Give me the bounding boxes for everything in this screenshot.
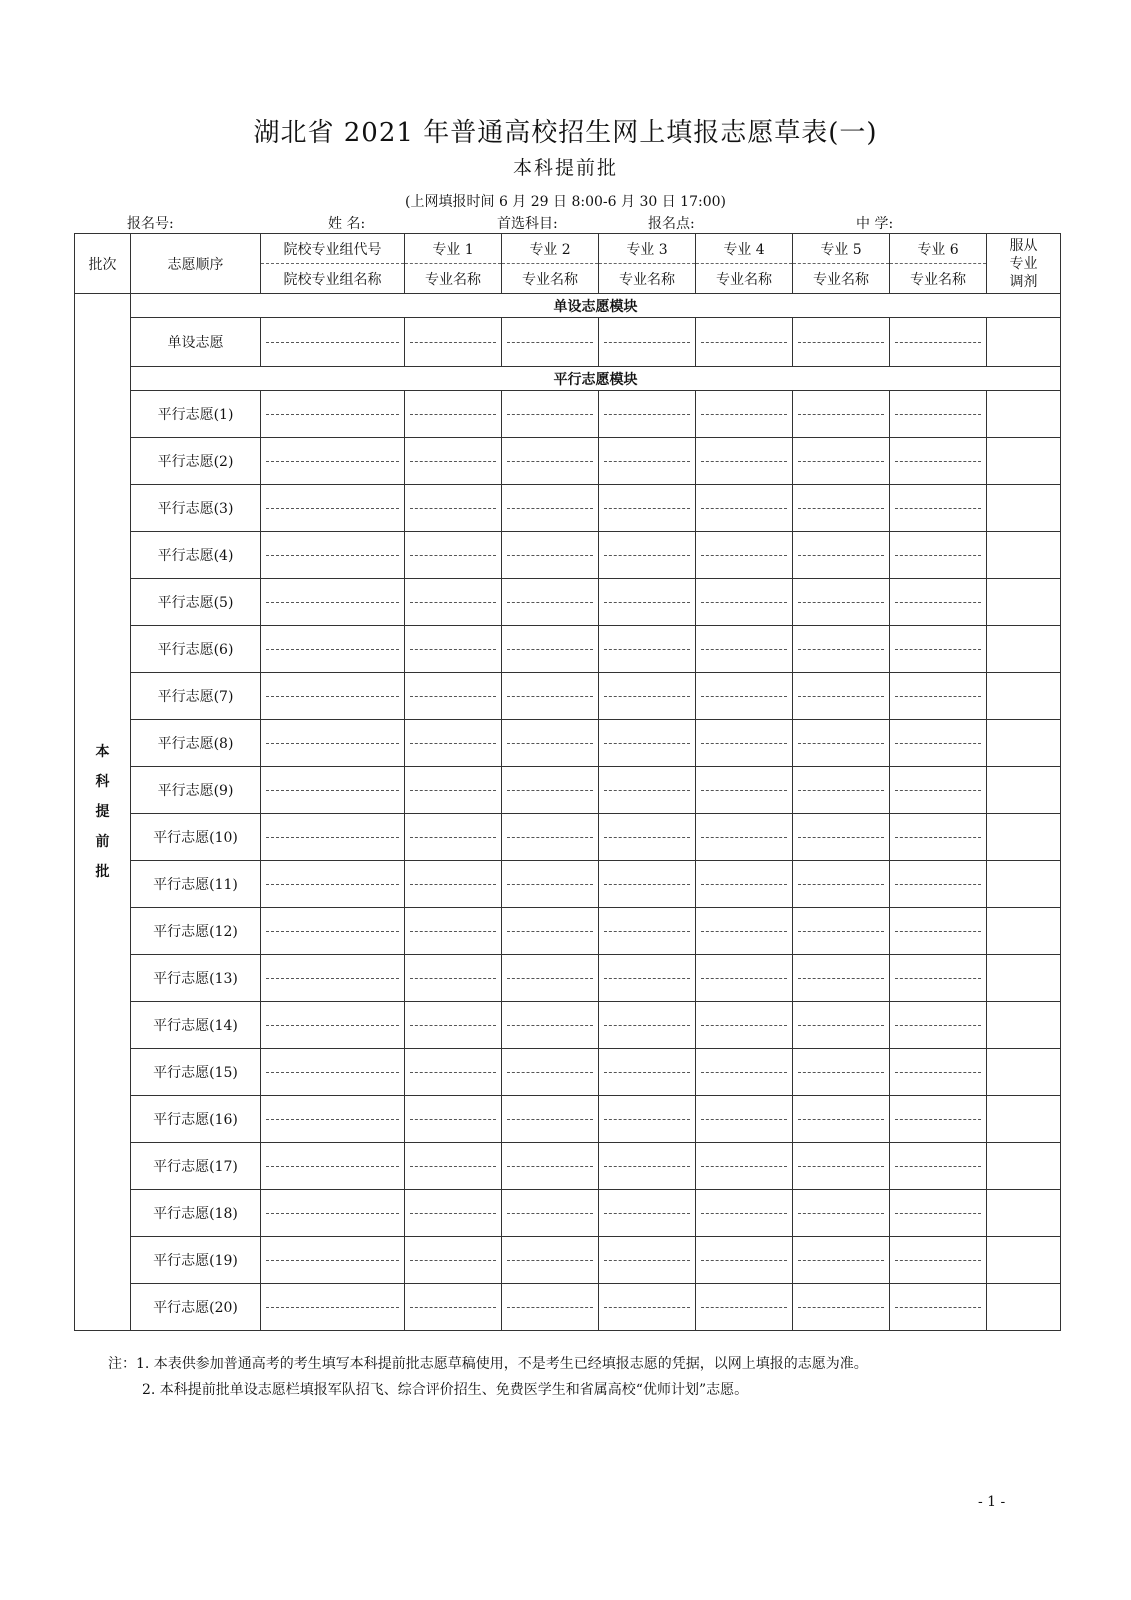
group-cell[interactable] [261, 318, 405, 367]
major-cell[interactable] [696, 767, 793, 814]
parallel-wish-label: 平行志愿(20) [131, 1284, 261, 1331]
parallel-wish-label: 平行志愿(10) [131, 814, 261, 861]
major-cell[interactable] [696, 438, 793, 485]
major-cell[interactable] [502, 861, 599, 908]
comply-cell[interactable] [987, 485, 1061, 532]
parallel-wish-label: 平行志愿(3) [131, 485, 261, 532]
major-cell[interactable] [696, 532, 793, 579]
major-cell[interactable] [502, 485, 599, 532]
comply-cell[interactable] [987, 1096, 1061, 1143]
parallel-wish-row [75, 1190, 1061, 1237]
comply-cell[interactable] [987, 1237, 1061, 1284]
major-cell[interactable] [502, 767, 599, 814]
major-cell[interactable] [696, 908, 793, 955]
major-cell[interactable] [405, 908, 502, 955]
parallel-wish-row [75, 485, 1061, 532]
group-cell[interactable] [261, 579, 405, 626]
parallel-wish-label: 平行志愿(17) [131, 1143, 261, 1190]
major-cell[interactable] [696, 861, 793, 908]
comply-cell[interactable] [987, 1049, 1061, 1096]
parallel-wish-label: 平行志愿(12) [131, 908, 261, 955]
major-cell[interactable] [890, 673, 987, 720]
major-cell[interactable] [890, 814, 987, 861]
parallel-wish-label: 平行志愿(6) [131, 626, 261, 673]
comply-cell[interactable] [987, 767, 1061, 814]
group-cell[interactable] [261, 1284, 405, 1331]
filing-period: (上网填报时间 6 月 29 日 8:00-6 月 30 日 17:00) [405, 194, 726, 210]
major-cell[interactable] [696, 391, 793, 438]
major-cell[interactable] [599, 1002, 696, 1049]
major-cell[interactable] [502, 955, 599, 1002]
major-cell[interactable] [890, 1284, 987, 1331]
comply-cell[interactable] [987, 861, 1061, 908]
major-cell[interactable] [696, 485, 793, 532]
major-cell[interactable] [502, 1049, 599, 1096]
batch-char-2: 科 [95, 774, 110, 790]
comply-cell[interactable] [987, 579, 1061, 626]
major-cell[interactable] [405, 861, 502, 908]
major-cell[interactable] [599, 485, 696, 532]
major-cell[interactable] [405, 1096, 502, 1143]
major-3-name-header: 专业名称 [599, 264, 696, 294]
major-cell[interactable] [890, 955, 987, 1002]
group-name-header: 院校专业组名称 [261, 264, 405, 294]
major-2-name-header: 专业名称 [502, 264, 599, 294]
major-cell[interactable] [405, 955, 502, 1002]
major-1-header: 专业 1 [405, 234, 502, 264]
major-cell[interactable] [599, 318, 696, 367]
major-cell[interactable] [696, 626, 793, 673]
batch-subtitle: 本科提前批 [512, 157, 618, 179]
major-4-header: 专业 4 [696, 234, 793, 264]
parallel-wish-row [75, 767, 1061, 814]
major-cell[interactable] [405, 391, 502, 438]
major-cell[interactable] [890, 1049, 987, 1096]
major-cell[interactable] [890, 1190, 987, 1237]
major-cell[interactable] [502, 1143, 599, 1190]
major-cell[interactable] [890, 861, 987, 908]
major-cell[interactable] [599, 438, 696, 485]
major-cell[interactable] [502, 318, 599, 367]
major-cell[interactable] [793, 1049, 890, 1096]
group-cell[interactable] [261, 391, 405, 438]
major-cell[interactable] [405, 1284, 502, 1331]
major-cell[interactable] [890, 1143, 987, 1190]
comply-line-2: 专业 [1009, 255, 1038, 272]
major-cell[interactable] [890, 532, 987, 579]
group-cell[interactable] [261, 814, 405, 861]
major-cell[interactable] [405, 1002, 502, 1049]
major-cell[interactable] [502, 673, 599, 720]
comply-cell[interactable] [987, 318, 1061, 367]
major-cell[interactable] [696, 1237, 793, 1284]
group-cell[interactable] [261, 861, 405, 908]
major-cell[interactable] [405, 579, 502, 626]
comply-cell[interactable] [987, 626, 1061, 673]
major-cell[interactable] [405, 318, 502, 367]
major-cell[interactable] [696, 814, 793, 861]
page-number: - 1 - [978, 1494, 1006, 1510]
group-cell[interactable] [261, 485, 405, 532]
parallel-wish-row [75, 1237, 1061, 1284]
major-cell[interactable] [793, 1284, 890, 1331]
major-cell[interactable] [890, 908, 987, 955]
major-cell[interactable] [890, 485, 987, 532]
major-cell[interactable] [502, 1096, 599, 1143]
major-cell[interactable] [890, 1096, 987, 1143]
reg-no-label: 报名号: [127, 216, 174, 232]
parallel-wish-row [75, 1143, 1061, 1190]
major-cell[interactable] [405, 626, 502, 673]
major-cell[interactable] [793, 1190, 890, 1237]
major-cell[interactable] [793, 673, 890, 720]
group-cell[interactable] [261, 1143, 405, 1190]
parallel-wish-label: 平行志愿(14) [131, 1002, 261, 1049]
parallel-module-header: 平行志愿模块 [131, 367, 1061, 391]
major-cell[interactable] [793, 626, 890, 673]
major-cell[interactable] [405, 1237, 502, 1284]
major-cell[interactable] [696, 579, 793, 626]
group-cell[interactable] [261, 1049, 405, 1096]
major-cell[interactable] [599, 720, 696, 767]
major-cell[interactable] [599, 579, 696, 626]
comply-cell[interactable] [987, 1284, 1061, 1331]
major-cell[interactable] [890, 1237, 987, 1284]
parallel-wish-row [75, 1096, 1061, 1143]
major-cell[interactable] [405, 720, 502, 767]
parallel-wish-label: 平行志愿(11) [131, 861, 261, 908]
major-cell[interactable] [793, 720, 890, 767]
comply-adjust-header [987, 234, 1061, 294]
major-cell[interactable] [890, 579, 987, 626]
major-cell[interactable] [793, 532, 890, 579]
major-cell[interactable] [405, 1190, 502, 1237]
major-cell[interactable] [405, 673, 502, 720]
comply-cell[interactable] [987, 1143, 1061, 1190]
major-cell[interactable] [502, 720, 599, 767]
major-cell[interactable] [502, 626, 599, 673]
major-cell[interactable] [890, 626, 987, 673]
batch-label-cell [75, 294, 131, 1331]
major-cell[interactable] [793, 861, 890, 908]
major-cell[interactable] [793, 438, 890, 485]
parallel-wish-row [75, 955, 1061, 1002]
parallel-wish-label: 平行志愿(1) [131, 391, 261, 438]
major-cell[interactable] [793, 1096, 890, 1143]
major-cell[interactable] [405, 532, 502, 579]
name-label: 姓 名: [328, 216, 366, 232]
comply-cell[interactable] [987, 955, 1061, 1002]
single-module-header: 单设志愿模块 [131, 294, 1061, 318]
major-cell[interactable] [890, 720, 987, 767]
batch-char-5: 批 [95, 864, 110, 880]
parallel-wish-label: 平行志愿(4) [131, 532, 261, 579]
comply-cell[interactable] [987, 1190, 1061, 1237]
batch-char-3: 提 [95, 804, 110, 820]
major-cell[interactable] [502, 814, 599, 861]
major-cell[interactable] [599, 1096, 696, 1143]
major-cell[interactable] [599, 767, 696, 814]
major-cell[interactable] [793, 318, 890, 367]
major-cell[interactable] [696, 318, 793, 367]
major-cell[interactable] [502, 908, 599, 955]
parallel-wish-row [75, 861, 1061, 908]
group-cell[interactable] [261, 438, 405, 485]
major-cell[interactable] [599, 1237, 696, 1284]
parallel-wish-label: 平行志愿(5) [131, 579, 261, 626]
note-2: 2. 本科提前批单设志愿栏填报军队招飞、综合评价招生、免费医学生和省属高校“优师计划”志愿。 [142, 1382, 749, 1398]
major-cell[interactable] [405, 814, 502, 861]
parallel-wish-row [75, 391, 1061, 438]
parallel-wish-label: 平行志愿(16) [131, 1096, 261, 1143]
parallel-wish-row [75, 626, 1061, 673]
subject-label: 首选科目: [497, 216, 558, 232]
notes [108, 1351, 868, 1403]
parallel-wish-label: 平行志愿(13) [131, 955, 261, 1002]
major-cell[interactable] [405, 438, 502, 485]
group-cell[interactable] [261, 1002, 405, 1049]
major-cell[interactable] [793, 767, 890, 814]
parallel-wish-row [75, 532, 1061, 579]
major-cell[interactable] [599, 673, 696, 720]
parallel-wish-label: 平行志愿(7) [131, 673, 261, 720]
major-cell[interactable] [599, 955, 696, 1002]
major-cell[interactable] [696, 955, 793, 1002]
major-cell[interactable] [405, 1049, 502, 1096]
major-cell[interactable] [599, 861, 696, 908]
note-1: 注：1. 本表供参加普通高考的考生填写本科提前批志愿草稿使用，不是考生已经填报志愿的凭据，以网上填报的志愿为准。 [108, 1356, 868, 1372]
batch-header: 批次 [75, 234, 131, 294]
major-cell[interactable] [502, 1237, 599, 1284]
major-cell[interactable] [405, 1143, 502, 1190]
applicant-info-row [0, 213, 1131, 233]
group-code-header: 院校专业组代号 [261, 234, 405, 264]
major-cell[interactable] [890, 1002, 987, 1049]
comply-line-1: 服从 [1009, 237, 1038, 254]
major-5-name-header: 专业名称 [793, 264, 890, 294]
major-cell[interactable] [793, 1143, 890, 1190]
group-cell[interactable] [261, 626, 405, 673]
comply-cell[interactable] [987, 720, 1061, 767]
comply-cell[interactable] [987, 438, 1061, 485]
form-title: 湖北省 2021 年普通高校招生网上填报志愿草表(一) [253, 118, 878, 148]
group-cell[interactable] [261, 673, 405, 720]
group-cell[interactable] [261, 1190, 405, 1237]
parallel-wish-row [75, 720, 1061, 767]
major-cell[interactable] [696, 1190, 793, 1237]
major-cell[interactable] [599, 532, 696, 579]
major-6-name-header: 专业名称 [890, 264, 987, 294]
group-cell[interactable] [261, 767, 405, 814]
parallel-wish-row [75, 1284, 1061, 1331]
major-1-name-header: 专业名称 [405, 264, 502, 294]
parallel-wish-row [75, 814, 1061, 861]
major-cell[interactable] [793, 1237, 890, 1284]
major-cell[interactable] [599, 814, 696, 861]
major-cell[interactable] [502, 532, 599, 579]
major-cell[interactable] [599, 1049, 696, 1096]
major-cell[interactable] [502, 1002, 599, 1049]
major-cell[interactable] [502, 1284, 599, 1331]
parallel-wish-row [75, 438, 1061, 485]
major-cell[interactable] [696, 1143, 793, 1190]
parallel-wish-row [75, 673, 1061, 720]
parallel-wish-label: 平行志愿(15) [131, 1049, 261, 1096]
major-cell[interactable] [793, 391, 890, 438]
comply-cell[interactable] [987, 391, 1061, 438]
major-cell[interactable] [696, 673, 793, 720]
major-cell[interactable] [793, 955, 890, 1002]
major-cell[interactable] [599, 908, 696, 955]
major-cell[interactable] [599, 1143, 696, 1190]
group-cell[interactable] [261, 1096, 405, 1143]
parallel-wish-label: 平行志愿(19) [131, 1237, 261, 1284]
parallel-wish-label: 平行志愿(8) [131, 720, 261, 767]
parallel-wish-row [75, 579, 1061, 626]
major-cell[interactable] [502, 579, 599, 626]
major-cell[interactable] [793, 579, 890, 626]
site-label: 报名点: [648, 216, 695, 232]
major-cell[interactable] [890, 438, 987, 485]
major-6-header: 专业 6 [890, 234, 987, 264]
major-cell[interactable] [890, 318, 987, 367]
major-cell[interactable] [599, 626, 696, 673]
major-cell[interactable] [405, 485, 502, 532]
major-cell[interactable] [696, 720, 793, 767]
group-cell[interactable] [261, 532, 405, 579]
major-cell[interactable] [696, 1096, 793, 1143]
school-label: 中 学: [856, 216, 894, 232]
major-cell[interactable] [696, 1049, 793, 1096]
single-wish-row [75, 318, 1061, 367]
single-wish-label: 单设志愿 [131, 318, 261, 367]
group-cell[interactable] [261, 955, 405, 1002]
major-cell[interactable] [696, 1002, 793, 1049]
group-cell[interactable] [261, 1237, 405, 1284]
major-cell[interactable] [502, 391, 599, 438]
major-cell[interactable] [405, 767, 502, 814]
major-cell[interactable] [502, 438, 599, 485]
major-cell[interactable] [890, 391, 987, 438]
parallel-wish-row [75, 1049, 1061, 1096]
major-3-header: 专业 3 [599, 234, 696, 264]
major-cell[interactable] [502, 1190, 599, 1237]
major-cell[interactable] [793, 1002, 890, 1049]
parallel-wish-label: 平行志愿(2) [131, 438, 261, 485]
major-cell[interactable] [793, 485, 890, 532]
batch-char-4: 前 [95, 834, 110, 850]
major-cell[interactable] [696, 1284, 793, 1331]
major-cell[interactable] [793, 908, 890, 955]
comply-cell[interactable] [987, 532, 1061, 579]
comply-cell[interactable] [987, 1002, 1061, 1049]
group-cell[interactable] [261, 720, 405, 767]
parallel-wish-row [75, 1002, 1061, 1049]
comply-cell[interactable] [987, 814, 1061, 861]
comply-cell[interactable] [987, 908, 1061, 955]
batch-char-1: 本 [95, 744, 110, 760]
parallel-wish-label: 平行志愿(18) [131, 1190, 261, 1237]
comply-line-3: 调剂 [1009, 273, 1038, 290]
parallel-wish-label: 平行志愿(9) [131, 767, 261, 814]
application-form-table [74, 233, 1061, 1331]
group-cell[interactable] [261, 908, 405, 955]
major-cell[interactable] [599, 1190, 696, 1237]
order-header: 志愿顺序 [131, 234, 261, 294]
major-5-header: 专业 5 [793, 234, 890, 264]
major-cell[interactable] [599, 391, 696, 438]
comply-cell[interactable] [987, 673, 1061, 720]
parallel-wish-row [75, 908, 1061, 955]
major-4-name-header: 专业名称 [696, 264, 793, 294]
major-2-header: 专业 2 [502, 234, 599, 264]
major-cell[interactable] [599, 1284, 696, 1331]
major-cell[interactable] [793, 814, 890, 861]
major-cell[interactable] [890, 767, 987, 814]
